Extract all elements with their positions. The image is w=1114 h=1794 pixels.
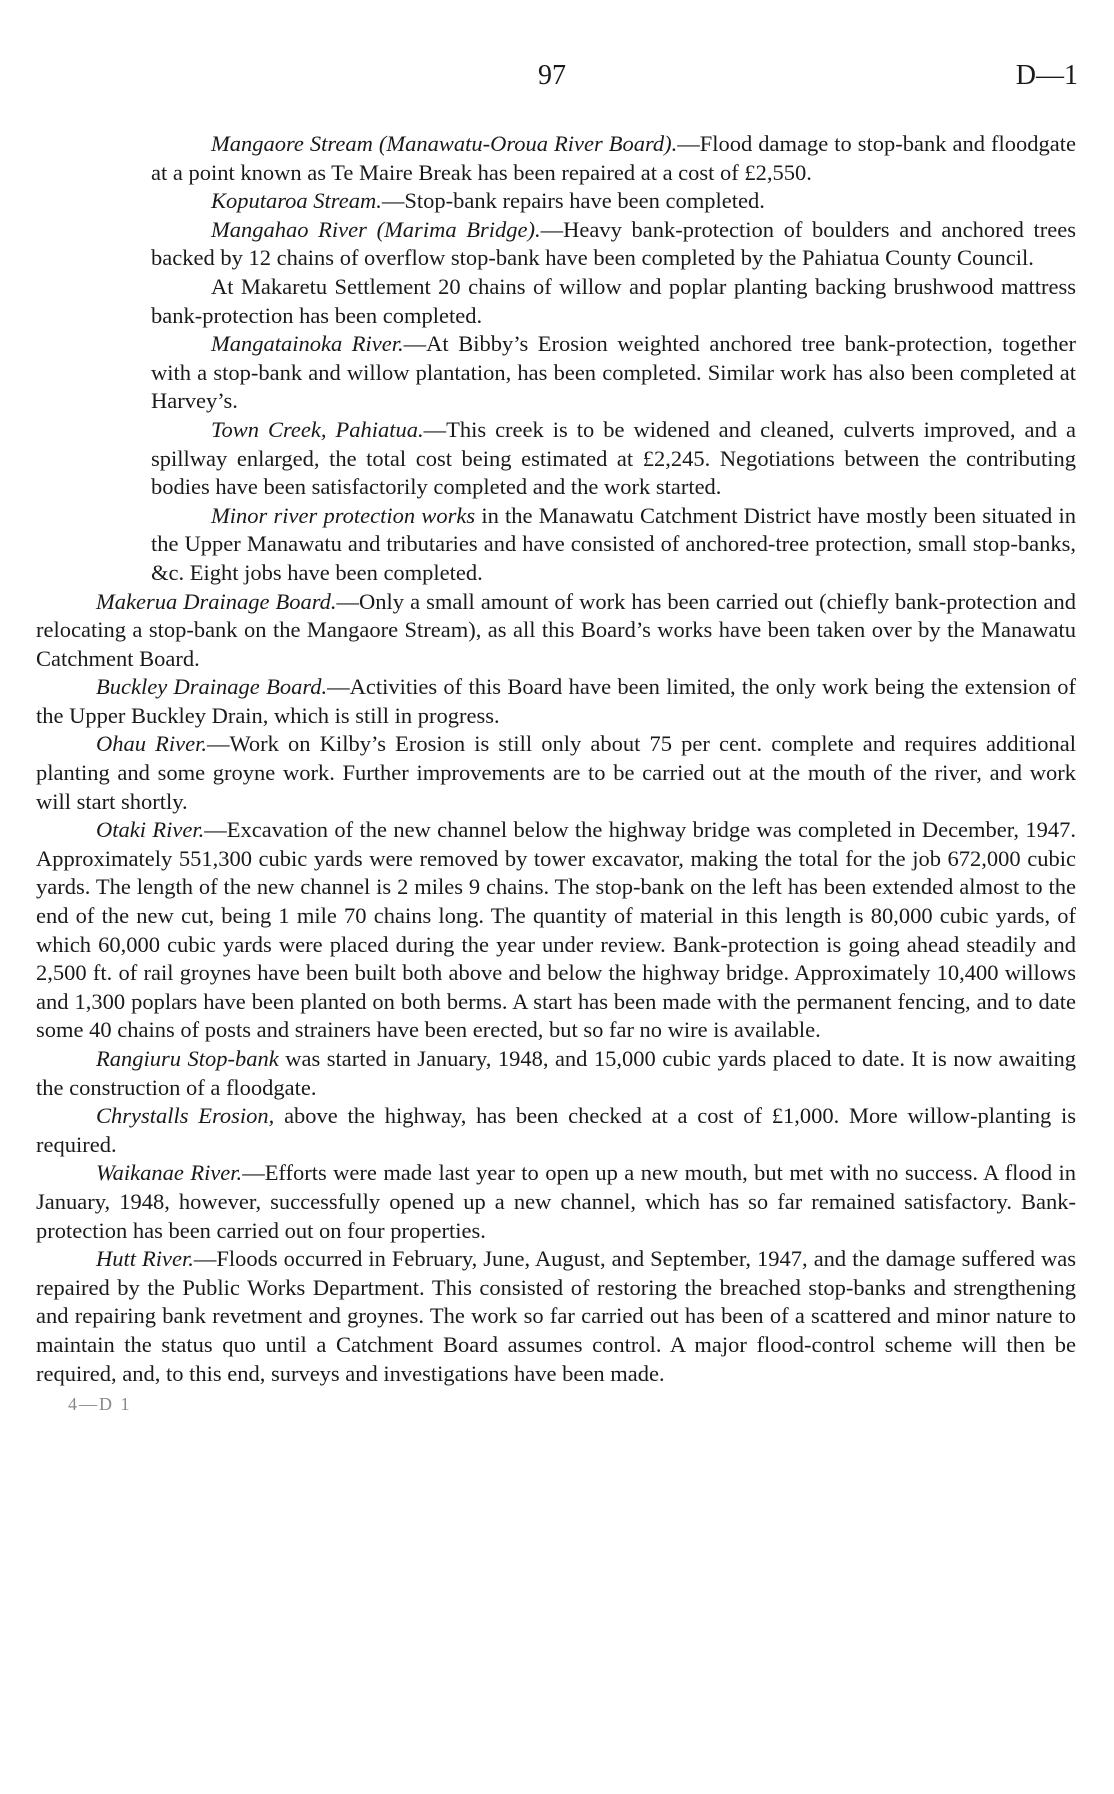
paragraph-koputaroa-stream: Koputaroa Stream.—Stop-bank repairs have been completed. <box>211 188 765 214</box>
page-header <box>0 60 1114 100</box>
paragraph-text: Excavation of the new channel below the highway bridge was completed in December, 1947. Approximately 551,300 cubic yards were removed by tower excavator, making the total for the job 672,000 cubic yards. The length of the new channel is 2 miles 9 chains. The stop-bank on the left has been extended almost to the end of the new cut, being 1 mile 70 chains long. The quantity of material in this length is 80,000 cubic yards, of which 60,000 cubic yards were placed during the year under review. Bank-protection is going ahead steadily and 2,500 ft. of rail groynes have been built both above and below the highway bridge. Approximately 10,400 willows and 1,300 poplars have been planted on both berms. A start has been made with the permanent fencing, and to date some 40 chains of posts and strainers have been erected, but so far no wire is available. <box>36 817 1077 1043</box>
paragraph-text: At Bibby’s Erosion weighted anchored tree bank-protection, together with a stop-bank and willow plantation, has been completed. Similar work has also been completed at Harvey’s. <box>151 331 1076 414</box>
paragraph-heading: Chrystalls Erosion, <box>96 1103 275 1129</box>
paragraph-hutt-river: Hutt River.—Floods occurred in February, June, August, and September, 1947, and the damage suffered was repaired by the Public Works Department. This consisted of restoring the breached stop-banks and strengthening and repairing bank revetment and groynes. The work so far carried out has been of a scattered and minor nature to maintain the status quo until a Catchment Board assumes control. A major flood-control scheme will then be required, and, to this end, surveys and investigations have been made. <box>36 1246 1076 1386</box>
report-body <box>36 130 1076 1415</box>
paragraph-ohau-river: Ohau River.—Work on Kilby’s Erosion is still only about 75 per cent. complete and requires additional planting and some groyne work. Further improvements are to be carried out at the mouth of the river, and work will start shortly. <box>36 731 1076 814</box>
paragraph-mangaore-stream: Mangaore Stream (Manawatu-Oroua River Board).—Flood damage to stop-bank and floodgate at a point known as Te Maire Break has been repaired at a cost of £2,550. <box>151 131 1076 185</box>
paragraph-text: in the Manawatu Catchment District have mostly been situated in the Upper Manawatu and tributaries and have consisted of anchored-tree protection, small stop-banks, &c. Eight jobs have been completed. <box>151 502 1077 585</box>
paragraph-heading: Buckley Drainage Board. <box>96 674 328 700</box>
paragraph-text: was started in January, 1948, and 15,000 cubic yards placed to date. It is now awaiting the construction of a floodgate. <box>36 1046 1077 1100</box>
paragraph-chrystalls-erosion <box>36 1102 1076 1159</box>
paragraph-text: This creek is to be widened and cleaned, culverts improved, and a spillway enlarged, the total cost being estimated at £2,245. Negotiations between the contributing bodies have been satisfactorily completed and the work started. <box>151 416 1076 500</box>
paragraph-text: Flood damage to stop-bank and floodgate at a point known as Te Maire Break has been repaired at a cost of £2,550. <box>151 131 1076 185</box>
paragraph-text: At Makaretu Settlement 20 chains of willow and poplar planting backing brushwood mattress bank-protection has been completed. <box>151 273 1076 328</box>
paragraph-minor-river-protection <box>151 502 1076 588</box>
paragraph-text: Efforts were made last year to open up a new mouth, but met with no success. A flood in January, 1948, however, successfully opened up a new channel, which has so far remained satisfactory. Bank-protection has been carried out on four properties. <box>36 1160 1076 1243</box>
paragraph-heading: Makerua Drainage Board. <box>96 588 337 614</box>
paragraph-makerua-drainage: Makerua Drainage Board.—Only a small amount of work has been carried out (chiefly bank-protection and relocating a stop-bank on the Mangaore Stream), as all this Board’s works have been taken over by the Manawatu Catchment Board. <box>36 588 1076 671</box>
page-number: 97 <box>538 60 566 91</box>
paragraph-text: Only a small amount of work has been carried out (chiefly bank-protection and relocating a stop-bank on the Mangaore Stream), as all this Board’s works have been taken over by the Manawatu Catchment Board. <box>36 588 1076 671</box>
paragraph-heading: Mangahao River (Marima Bridge). <box>211 216 541 242</box>
paragraph-otaki-river: Otaki River.—Excavation of the new channel below the highway bridge was completed in December, 1947. Approximately 551,300 cubic yards were removed by tower excavator, making the total for the job 672,000 cubic yards. The length of the new channel is 2 miles 9 chains. The stop-bank on the left has been extended almost to the end of the new cut, being 1 mile 70 chains long. The quantity of material in this length is 80,000 cubic yards, of which 60,000 cubic yards were placed during the year under review. Bank-protection is going ahead steadily and 2,500 ft. of rail groynes have been built both above and below the highway bridge. Approximately 10,400 willows and 1,300 poplars have been planted on both berms. A start has been made with the permanent fencing, and to date some 40 chains of posts and strainers have been erected, but so far no wire is available. <box>36 817 1077 1043</box>
paragraph-heading: Otaki River. <box>96 817 205 843</box>
paragraph-text: Stop-bank repairs have been completed. <box>404 188 765 214</box>
document-reference: D—1 <box>1015 60 1078 91</box>
paragraph-town-creek: Town Creek, Pahiatua.—This creek is to be widened and cleaned, culverts improved, and a spillway enlarged, the total cost being estimated at £2,245. Negotiations between the contributing bodies have been satisfactorily completed and the work started. <box>151 416 1076 500</box>
paragraph-text: Heavy bank-protection of boulders and anchored trees backed by 12 chains of overflow stop-bank have been completed by the Pahiatua County Council. <box>151 216 1076 271</box>
paragraph-heading: Rangiuru Stop-bank <box>96 1046 279 1071</box>
paragraph-heading: Waikanae River. <box>96 1160 243 1186</box>
paragraph-text: Floods occurred in February, June, August, and September, 1947, and the damage suffered was repaired by the Public Works Department. This consisted of restoring the breached stop-banks and strengthening and repairing bank revetment and groynes. The work so far carried out has been of a scattered and minor nature to maintain the status quo until a Catchment Board assumes control. A major flood-control scheme will then be required, and, to this end, surveys and investigations have been made. <box>36 1246 1076 1386</box>
paragraph-waikanae-river: Waikanae River.—Efforts were made last year to open up a new mouth, but met with no success. A flood in January, 1948, however, successfully opened up a new channel, which has so far remained satisfactory. Bank-protection has been carried out on four properties. <box>36 1160 1076 1243</box>
paragraph-heading: Ohau River. <box>96 731 207 757</box>
paragraph-heading: Koputaroa Stream. <box>211 188 382 214</box>
paragraph-text: Activities of this Board have been limited, the only work being the extension of the Upper Buckley Drain, which is still in progress. <box>36 674 1076 728</box>
paragraph-heading: Mangaore Stream (Manawatu-Oroua River Board). <box>211 131 678 156</box>
paragraph-heading: Minor river protection works <box>211 502 476 528</box>
paragraph-heading: Mangatainoka River. <box>211 331 404 357</box>
paragraph-heading: Town Creek, Pahiatua. <box>211 416 424 442</box>
paragraph-text: above the highway, has been checked at a cost of £1,000. More willow-planting is required. <box>36 1103 1076 1157</box>
paragraph-rangiuru-stop-bank <box>36 1045 1076 1102</box>
paragraph-heading: Hutt River. <box>96 1246 194 1272</box>
paragraph-buckley-drainage: Buckley Drainage Board.—Activities of this Board have been limited, the only work being the extension of the Upper Buckley Drain, which is still in progress. <box>36 674 1076 728</box>
paragraph-mangatainoka-river: Mangatainoka River.—At Bibby’s Erosion weighted anchored tree bank-protection, together with a stop-bank and willow plantation, has been completed. Similar work has also been completed at Harvey’s. <box>151 331 1076 414</box>
paragraph-text: Work on Kilby’s Erosion is still only about 75 per cent. complete and requires additional planting and some groyne work. Further improvements are to be carried out at the mouth of the river, and work will start shortly. <box>36 731 1076 814</box>
signature-mark: 4—D 1 <box>68 1394 132 1415</box>
paragraph-mangahao-river: Mangahao River (Marima Bridge).—Heavy bank-protection of boulders and anchored trees backed by 12 chains of overflow stop-bank have been completed by the Pahiatua County Council. <box>151 216 1076 271</box>
paragraph-makaretu-settlement <box>151 273 1076 330</box>
